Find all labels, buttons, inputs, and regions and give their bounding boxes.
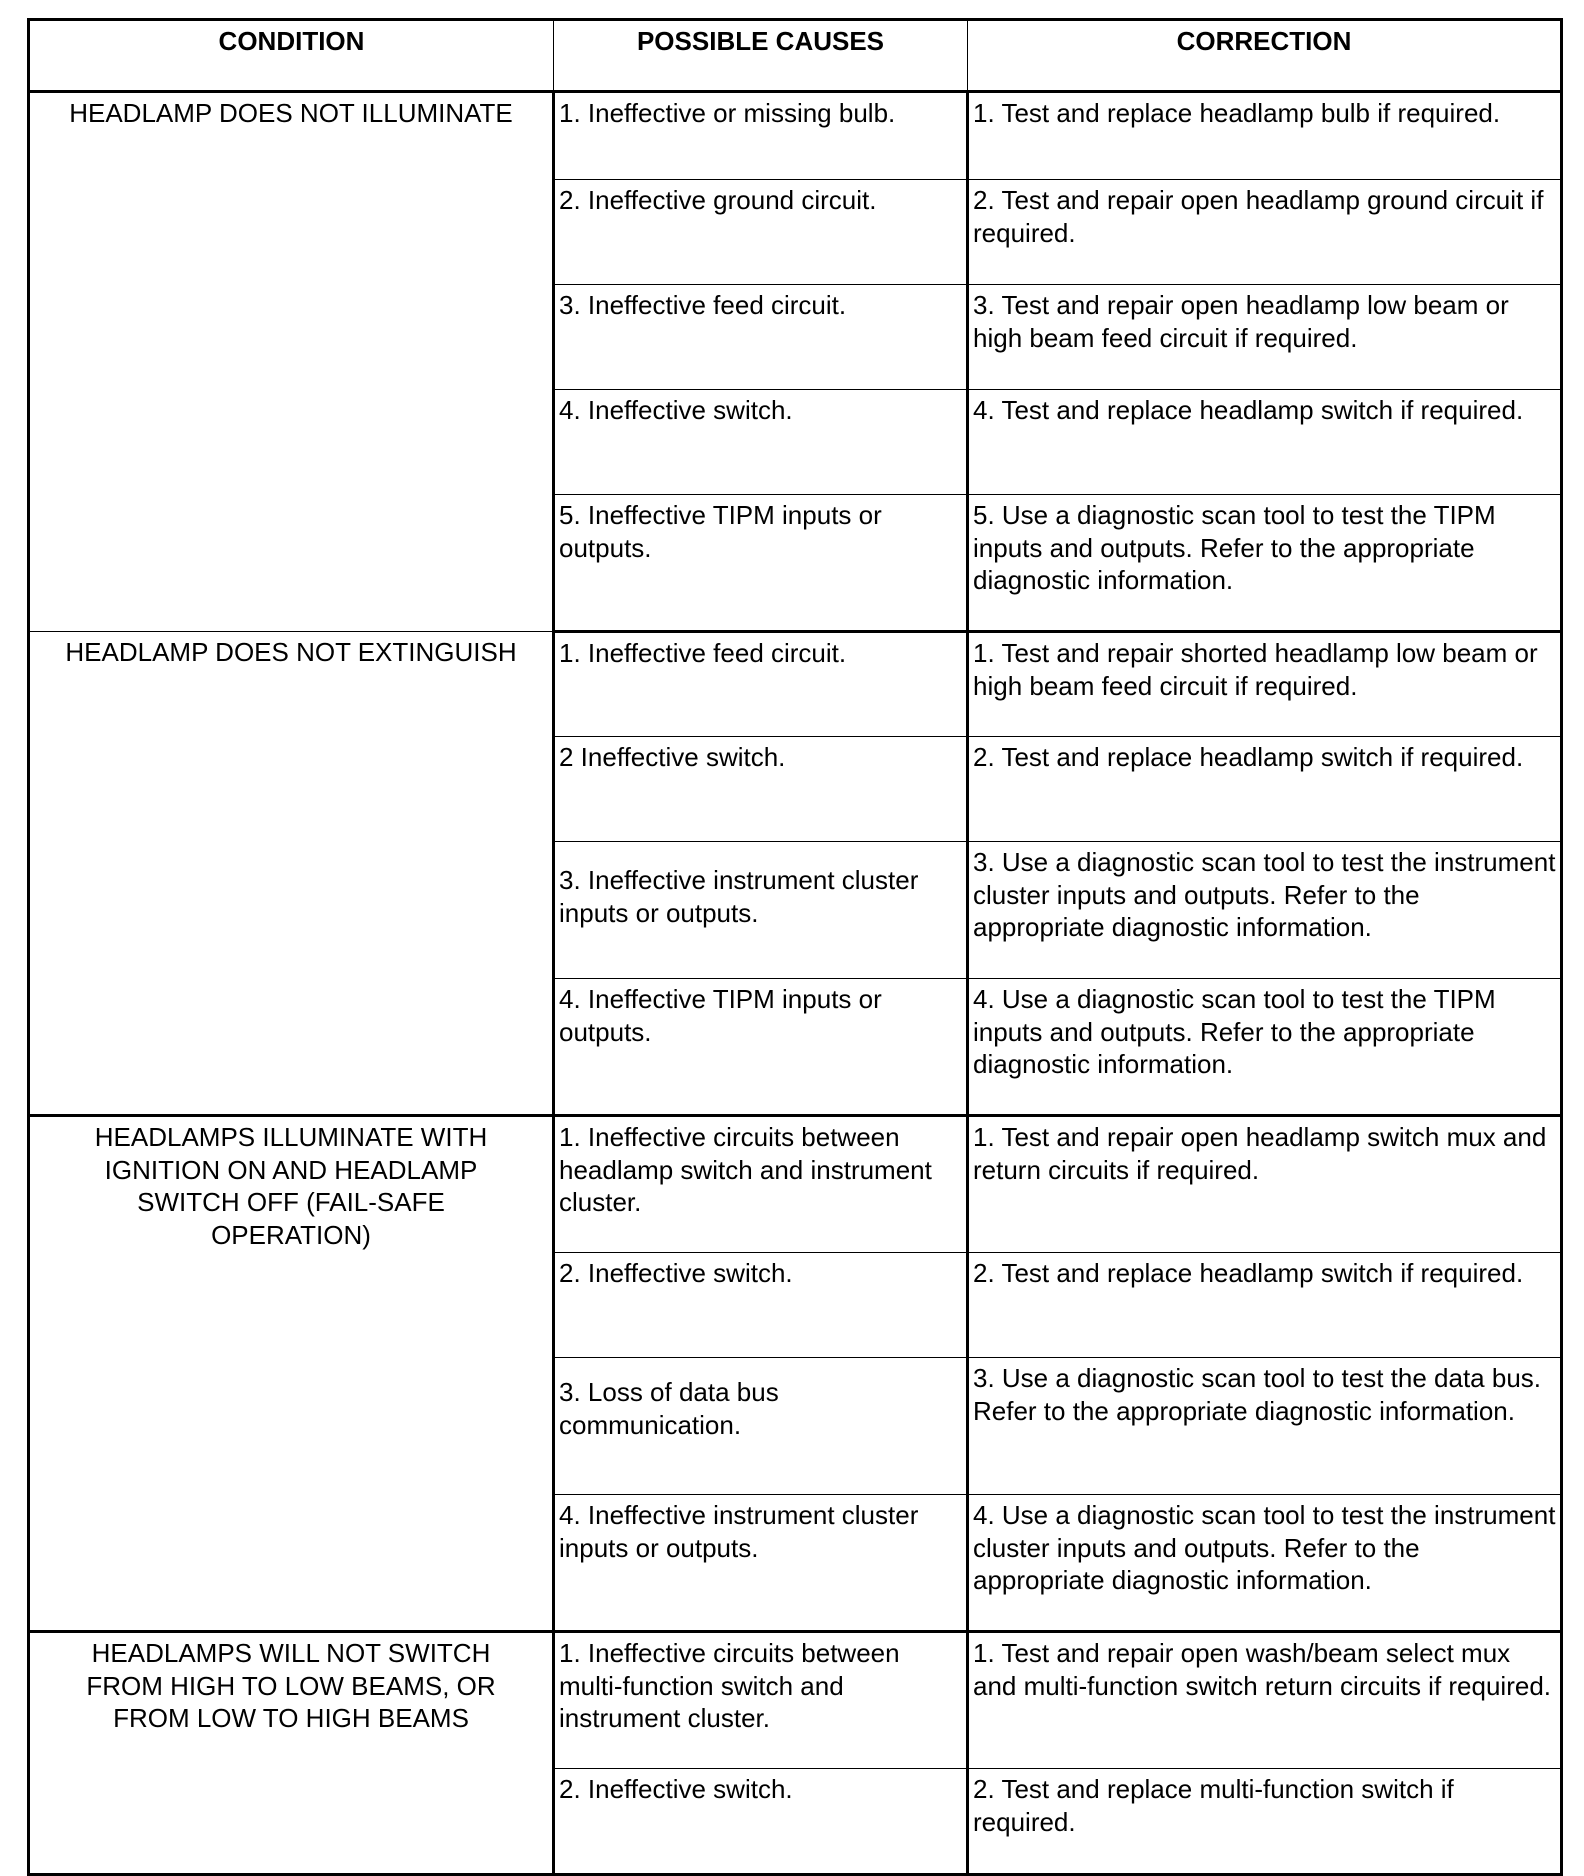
correction-cell: 3. Use a diagnostic scan tool to test the instrument cluster inputs and outputs. Refer to the appropriate diagnostic information. (968, 842, 1562, 979)
cause-cell: 1. Ineffective or missing bulb. (554, 92, 968, 180)
table-header (29, 20, 1562, 92)
correction-cell: 2. Test and replace multi-function switch if required. (968, 1769, 1562, 1875)
header-row (29, 20, 1562, 92)
table-row (29, 1632, 1562, 1769)
correction-cell: 3. Test and repair open headlamp low beam or high beam feed circuit if required. (968, 285, 1562, 390)
correction-cell: 2. Test and replace headlamp switch if required. (968, 737, 1562, 842)
correction-cell: 4. Test and replace headlamp switch if required. (968, 390, 1562, 495)
correction-cell: 2. Test and replace headlamp switch if required. (968, 1253, 1562, 1358)
cause-cell: 4. Ineffective instrument cluster inputs or outputs. (554, 1495, 968, 1632)
correction-cell: 3. Use a diagnostic scan tool to test the data bus. Refer to the appropriate diagnostic information. (968, 1358, 1562, 1495)
header-condition: CONDITION (29, 20, 554, 92)
table-row (29, 92, 1562, 180)
header-correction: CORRECTION (968, 20, 1562, 92)
cause-cell: 4. Ineffective switch. (554, 390, 968, 495)
condition-cell: HEADLAMPS WILL NOT SWITCH FROM HIGH TO LOW BEAMS, OR FROM LOW TO HIGH BEAMS (29, 1632, 554, 1875)
correction-cell: 1. Test and repair open wash/beam select mux and multi-function switch return circuits if required. (968, 1632, 1562, 1769)
correction-cell: 4. Use a diagnostic scan tool to test the instrument cluster inputs and outputs. Refer to the appropriate diagnostic information. (968, 1495, 1562, 1632)
condition-cell: HEADLAMP DOES NOT EXTINGUISH (29, 632, 554, 1116)
header-possible-causes: POSSIBLE CAUSES (554, 20, 968, 92)
cause-cell: 1. Ineffective circuits between multi-function switch and instrument cluster. (554, 1632, 968, 1769)
cause-cell: 3. Ineffective instrument cluster inputs or outputs. (554, 842, 968, 979)
diagnosis-table (27, 18, 1563, 1876)
condition-cell: HEADLAMPS ILLUMINATE WITH IGNITION ON AND HEADLAMP SWITCH OFF (FAIL-SAFE OPERATION) (29, 1116, 554, 1632)
cause-cell: 2. Ineffective ground circuit. (554, 180, 968, 285)
cause-cell: 2 Ineffective switch. (554, 737, 968, 842)
table-body (29, 92, 1562, 1875)
cause-cell: 4. Ineffective TIPM inputs or outputs. (554, 979, 968, 1116)
correction-cell: 5. Use a diagnostic scan tool to test the TIPM inputs and outputs. Refer to the appropriate diagnostic information. (968, 495, 1562, 632)
cause-cell: 1. Ineffective circuits between headlamp switch and instrument cluster. (554, 1116, 968, 1253)
cause-cell: 1. Ineffective feed circuit. (554, 632, 968, 737)
condition-cell: HEADLAMP DOES NOT ILLUMINATE (29, 92, 554, 632)
table-row (29, 1116, 1562, 1253)
correction-cell: 1. Test and repair open headlamp switch mux and return circuits if required. (968, 1116, 1562, 1253)
correction-cell: 2. Test and repair open headlamp ground circuit if required. (968, 180, 1562, 285)
correction-cell: 1. Test and replace headlamp bulb if required. (968, 92, 1562, 180)
cause-cell: 3. Ineffective feed circuit. (554, 285, 968, 390)
cause-cell: 3. Loss of data bus communication. (554, 1358, 968, 1495)
cause-cell: 2. Ineffective switch. (554, 1769, 968, 1875)
cause-cell: 5. Ineffective TIPM inputs or outputs. (554, 495, 968, 632)
correction-cell: 1. Test and repair shorted headlamp low beam or high beam feed circuit if required. (968, 632, 1562, 737)
cause-cell: 2. Ineffective switch. (554, 1253, 968, 1358)
correction-cell: 4. Use a diagnostic scan tool to test the TIPM inputs and outputs. Refer to the appropriate diagnostic information. (968, 979, 1562, 1116)
table-row (29, 632, 1562, 737)
